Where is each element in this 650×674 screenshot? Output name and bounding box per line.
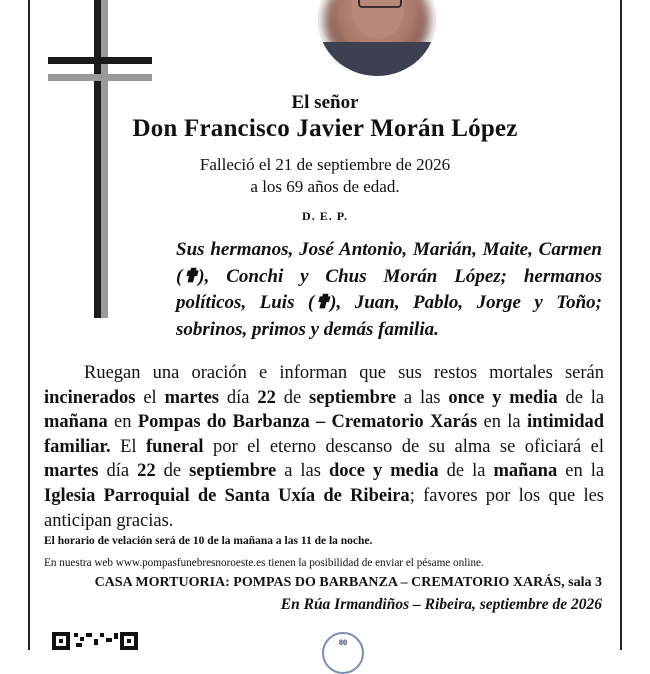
anniversary-badge: 80 <box>322 632 364 674</box>
portrait-photo <box>318 0 436 76</box>
qr-code-icon <box>52 630 144 650</box>
family-list: Sus hermanos, José Antonio, Marián, Maite, Carmen (✟), Conchi y Chus Morán López; hermanos políticos, Luis (✟), Juan, Pablo, Jorge y Toño; sobrinos, primos y demás familia. <box>176 239 602 340</box>
age-at-death: a los 69 años de edad. <box>250 177 400 196</box>
death-date: Falleció el 21 de septiembre de 2026 <box>199 155 451 174</box>
wake-hours: El horario de velación será de 10 de la mañana a las 11 de la noche. <box>44 535 373 547</box>
deceased-name: Don Francisco Javier Morán López <box>132 115 518 142</box>
dep-abbrev: D. E. P. <box>302 209 348 223</box>
announcement-body: Ruegan una oración e informan que sus restos mortales serán incinerados el martes día 22 de septiembre a las once y media de la mañana en Pompas do Barbanza – Crematorio Xarás en la intimidad familiar. El funeral por el eterno descanso de su alma se oficiará el martes día 22 de septiembre a las doce y media de la mañana en la Iglesia Parroquial de Santa Uxía de Ribeira; favores por los que les anticipan gracias. <box>44 363 605 531</box>
deceased-cross-icon: ✟ <box>182 265 199 287</box>
funeral-home: CASA MORTUORIA: POMPAS DO BARBANZA – CREMATORIO XARÁS, sala 3 <box>94 575 602 590</box>
deceased-cross-icon: ✟ <box>314 292 331 313</box>
title-senor: El señor <box>291 92 359 113</box>
web-condolence-note: En nuestra web www.pompasfunebresnoroeste.es tienen la posibilidad de enviar el pésame online. <box>44 557 484 569</box>
place-date: En Rúa Irmandiños – Ribeira, septiembre de 2026 <box>280 596 602 613</box>
